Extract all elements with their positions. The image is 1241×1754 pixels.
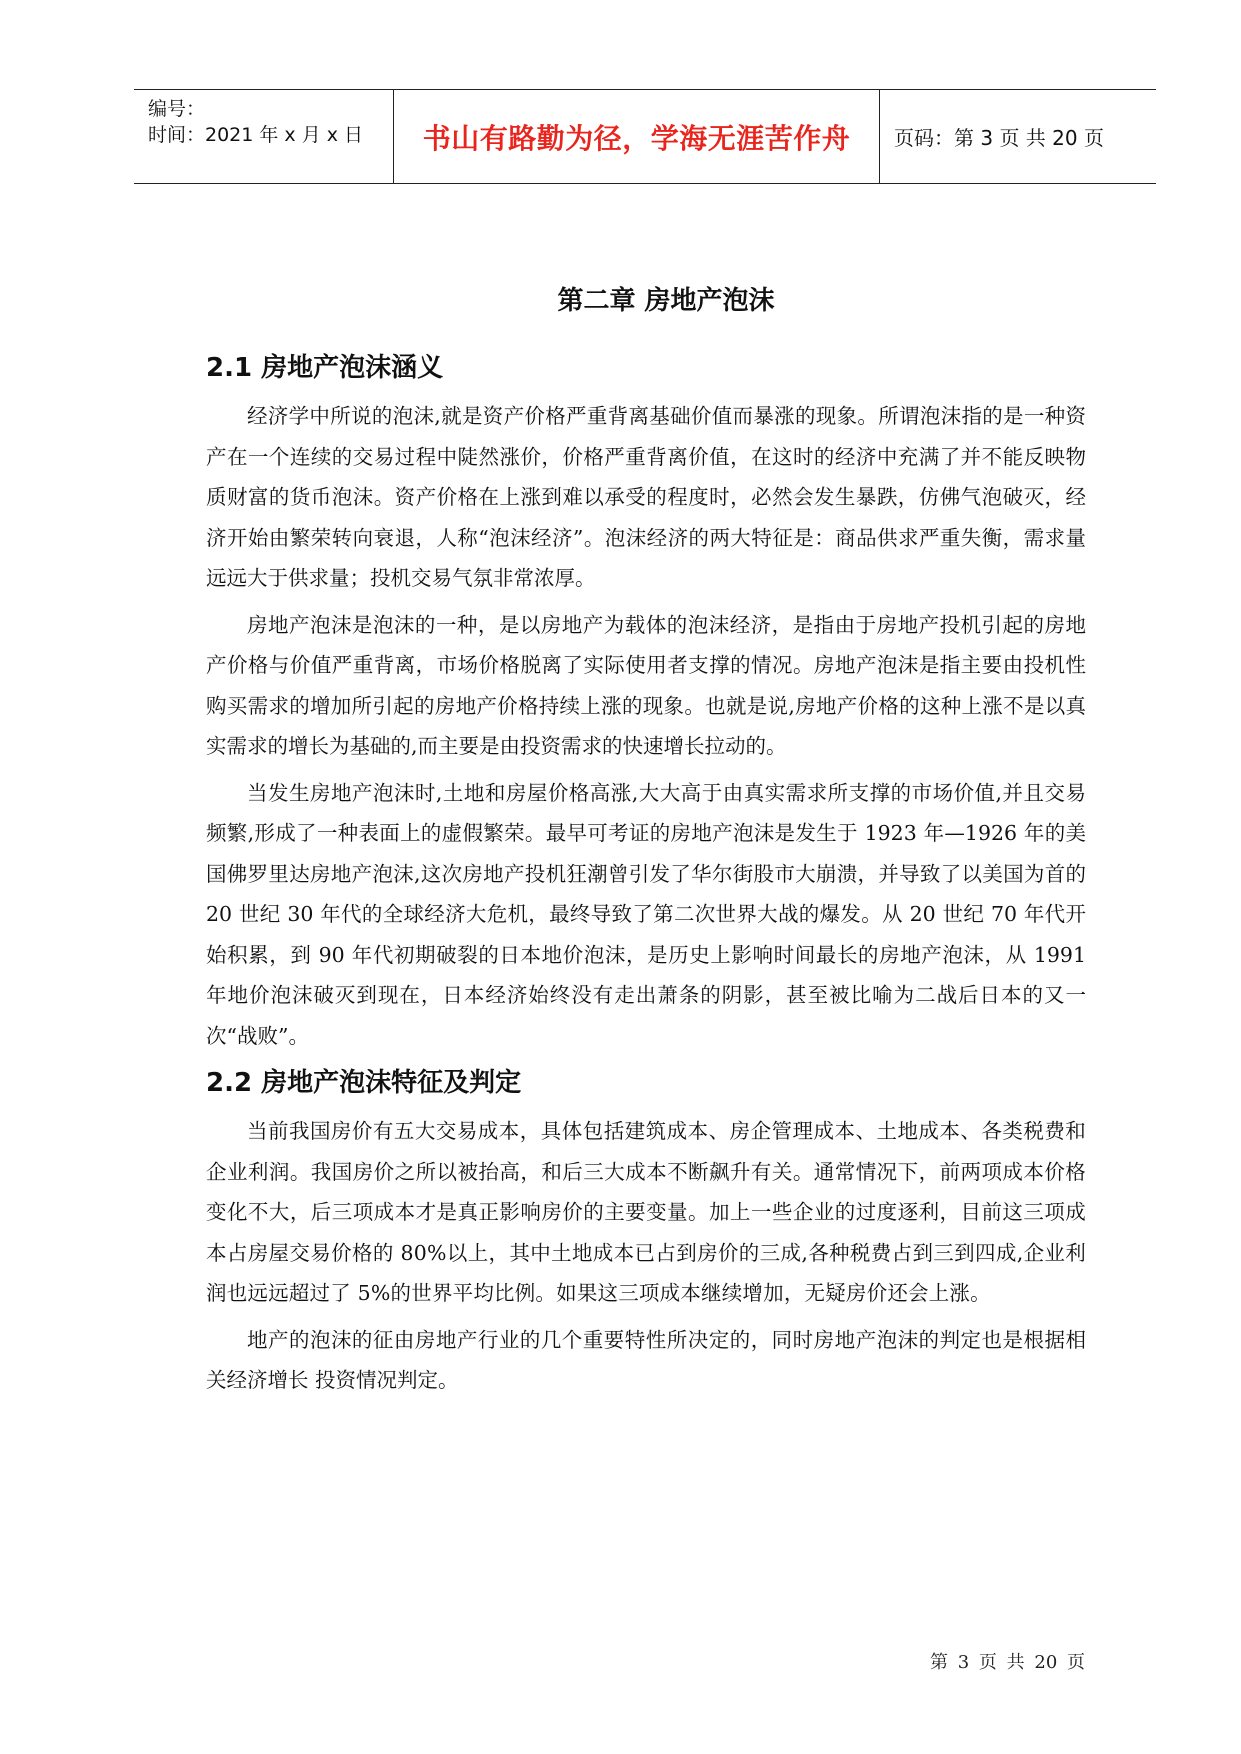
- page-header-table: [134, 89, 1156, 184]
- paragraph: 地产的泡沫的征由房地产行业的几个重要特性所决定的，同时房地产泡沫的判定也是根据相关经济增长 投资情况判定。: [206, 1327, 1086, 1392]
- document-time-label: 时间：2021 年 x 月 x 日: [148, 124, 364, 146]
- document-number-label: 编号：: [148, 98, 206, 120]
- page-footer-number: 第 3 页 共 20 页: [930, 1652, 1085, 1673]
- section-heading-2: 2.2 房地产泡沫特征及判定: [206, 1068, 522, 1098]
- document-body: [206, 270, 1086, 1401]
- header-page-code: 页码：第 3 页 共 20 页: [894, 126, 1104, 150]
- section-heading-1: 2.1 房地产泡沫涵义: [206, 353, 444, 383]
- paragraph: 当发生房地产泡沫时,土地和房屋价格高涨,大大高于由真实需求所支撑的市场价值,并且交易频繁,形成了一种表面上的虚假繁荣。最早可考证的房地产泡沫是发生于 1923 年—1926 年的美国佛罗里达房地产泡沫,这次房地产投机狂潮曾引发了华尔街股市大崩溃，并导致了以美国为首的 20 世纪 30 年代的全球经济大危机，最终导致了第二次世界大战的爆发。从 20 世纪 70 年代开始积累，到 90 年代初期破裂的日本地价泡沫，是历史上影响时间最长的房地产泡沫，从 1991 年地价泡沫破灭到现在，日本经济始终没有走出萧条的阴影，甚至被比喻为二战后日本的又一次“战败”。: [206, 780, 1086, 1048]
- chapter-title: 第二章 房地产泡沫: [557, 286, 775, 316]
- paragraph: 经济学中所说的泡沫,就是资产价格严重背离基础价值而暴涨的现象。所谓泡沫指的是一种资产在一个连续的交易过程中陡然涨价，价格严重背离价值，在这时的经济中充满了并不能反映物质财富的货币泡沫。资产价格在上涨到难以承受的程度时，必然会发生暴跌，仿佛气泡破灭，经济开始由繁荣转向衰退，人称“泡沫经济”。泡沫经济的两大特征是：商品供求严重失衡，需求量远远大于供求量；投机交易气氛非常浓厚。: [206, 404, 1086, 590]
- header-page-cell: [880, 90, 1156, 183]
- header-info-cell: [134, 90, 394, 183]
- header-motto-cell: [394, 90, 880, 183]
- paragraph: 当前我国房价有五大交易成本，具体包括建筑成本、房企管理成本、土地成本、各类税费和企业利润。我国房价之所以被抬高，和后三大成本不断飙升有关。通常情况下，前两项成本价格变化不大，后三项成本才是真正影响房价的主要变量。加上一些企业的过度逐利，目前这三项成本占房屋交易价格的 80%以上，其中土地成本已占到房价的三成,各种税费占到三到四成,企业利润也远远超过了 5%的世界平均比例。如果这三项成本继续增加，无疑房价还会上涨。: [206, 1119, 1086, 1305]
- paragraph: 房地产泡沫是泡沫的一种，是以房地产为载体的泡沫经济，是指由于房地产投机引起的房地产价格与价值严重背离，市场价格脱离了实际使用者支撑的情况。房地产泡沫是指主要由投机性购买需求的增加所引起的房地产价格持续上涨的现象。也就是说,房地产价格的这种上涨不是以真实需求的增长为基础的,而主要是由投资需求的快速增长拉动的。: [206, 612, 1086, 758]
- header-motto: 书山有路勤为径，学海无涯苦作舟: [422, 121, 851, 155]
